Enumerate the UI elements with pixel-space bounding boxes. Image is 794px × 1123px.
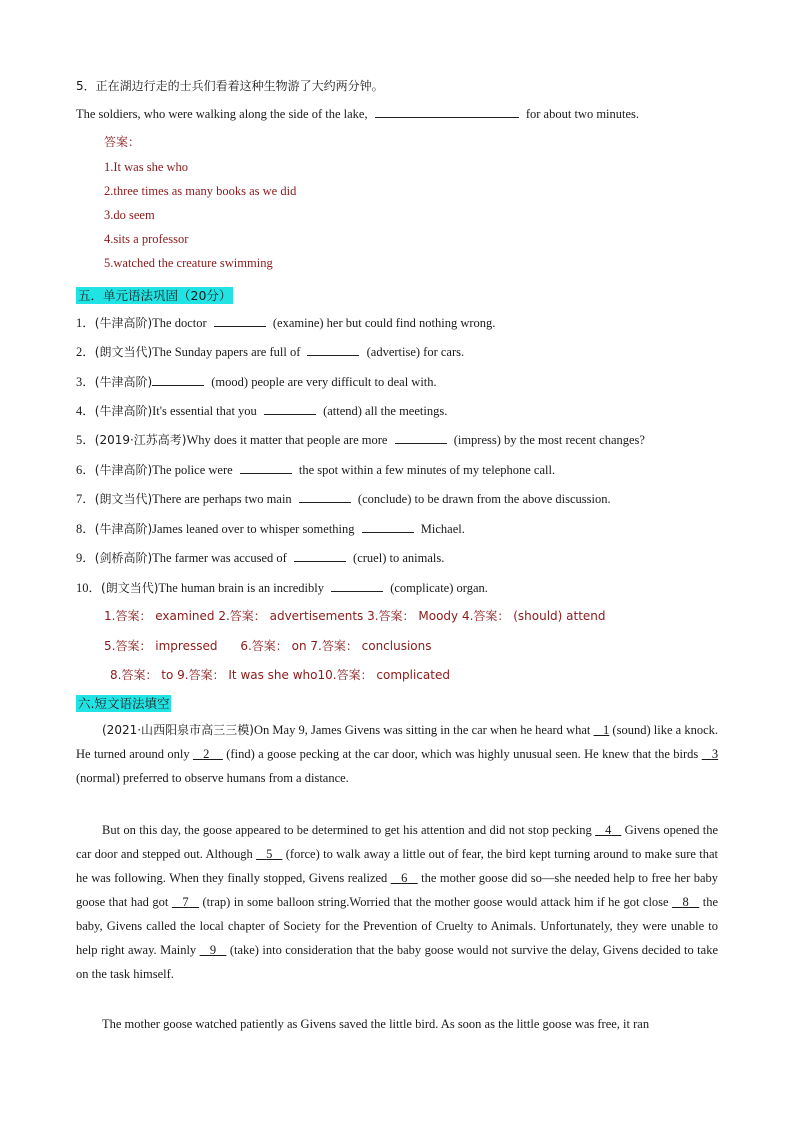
passage-blank[interactable]: 7 [182,895,189,909]
answer-item: 1.It was she who [104,160,189,174]
answer-item: 3.do seem [104,208,155,222]
answer-blank[interactable] [152,373,204,386]
passage-blank[interactable]: 6 [401,871,408,885]
passage-blank[interactable]: 9 [209,943,217,957]
answer-blank[interactable] [331,579,383,592]
answer-item: 2.three times as many books as we did [104,184,297,198]
passage-paragraph-1: (2021·山西阳泉市高三三模)On May 9, James Givens was sitting in the car when he heard what 1 (sound) like a knock. He turned around only 2 (find) a goose pecking at the car door, which was highly unusual seen. He knew that the birds 3 (normal) preferred to observe humans from a distance. [76,723,719,785]
passage-blank[interactable]: 5 [266,847,273,861]
question-row: 2．(朗文当代)The Sunday papers are full of (advertise) for cars. [76,345,465,359]
passage-blank[interactable]: 4 [605,823,612,837]
section-heading-passage: 六.短文语法填空 [78,696,170,711]
question-row: 6．(牛津高阶)The police were the spot within a few minutes of my telephone call. [76,463,556,477]
answer-blank[interactable] [264,402,316,415]
translation-question-cn: 5．正在湖边行走的士兵们看着这种生物游了大约两分钟。 [76,79,384,93]
question-row: 1．(牛津高阶)The doctor (examine) her but could find nothing wrong. [76,316,496,330]
passage-blank[interactable]: 2 [203,747,210,761]
answer-blank[interactable] [375,105,519,118]
answer-blank[interactable] [362,520,414,533]
answers-label: 答案： [104,135,141,149]
passage-blank[interactable]: 8 [682,895,689,909]
answer-blank[interactable] [395,431,447,444]
answer-blank[interactable] [307,343,359,356]
passage-blank[interactable]: 1 [603,723,610,737]
question-row: 4．(牛津高阶)It's essential that you (attend) all the meetings. [76,404,448,418]
question-row: 10．(朗文当代)The human brain is an incredibly (complicate) organ. [76,581,488,595]
question-row: 5．(2019·江苏高考)Why does it matter that people are more (impress) by the most recent changes? [76,433,645,447]
answer-blank[interactable] [214,314,266,327]
translation-question-en: The soldiers, who were walking along the side of the lake, for about two minutes. [76,107,640,121]
question-row: 3．(牛津高阶) (mood) people are very difficult to deal with. [76,375,437,389]
section5-answers-line: 8.答案： to 9.答案： It was she who10.答案： complicated [110,668,450,682]
section5-answers-line: 1.答案： examined 2.答案： advertisements 3.答案： Moody 4.答案： (should) attend [104,609,606,623]
answer-blank[interactable] [294,549,346,562]
question-row: 9．(剑桥高阶)The farmer was accused of (cruel) to animals. [76,551,445,565]
passage-blank[interactable]: 3 [711,747,719,761]
section-heading-grammar: 五．单元语法巩固（20分） [78,288,232,303]
answer-blank[interactable] [299,490,351,503]
answer-blank[interactable] [240,461,292,474]
section5-answers-line: 5.答案： impressed 6.答案： on 7.答案： conclusions [104,639,432,653]
passage-paragraph-3: The mother goose watched patiently as Givens saved the little bird. As soon as the little goose was free, it ran [102,1017,650,1031]
question-row: 7．(朗文当代)There are perhaps two main (conclude) to be drawn from the above discussion. [76,492,611,506]
passage-paragraph-2: But on this day, the goose appeared to be determined to get his attention and did not stop pecking 4 Givens opened the car door and stepped out. Although 5 (force) to walk away a little out of fear, the bird kept turning around to make sure that he was following. When they finally stopped, Givens realized 6 the mother goose did so—she needed help to free her baby goose that had got 7 (trap) in some balloon string.Worried that the mother goose would attack him if he got close 8 the baby, Givens called the local chapter of Society for the Prevention of Cruelty to Animals. Unfortunately, they were unable to help right away. Mainly 9 (take) into consideration that the baby goose would not survive the delay, Givens decided to take on the task himself. [76,823,719,981]
answer-item: 5.watched the creature swimming [104,256,273,270]
question-row: 8．(牛津高阶)James leaned over to whisper something Michael. [76,522,465,536]
answer-item: 4.sits a professor [104,232,189,246]
